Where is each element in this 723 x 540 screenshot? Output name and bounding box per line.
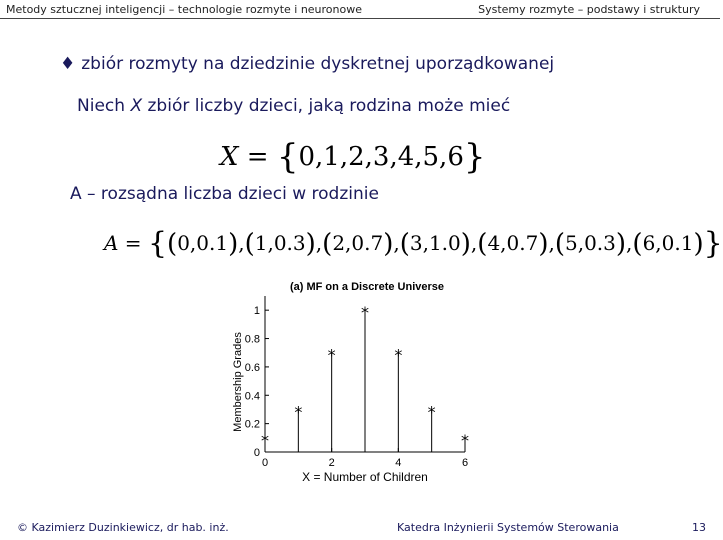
pair-text: 2,0.7 bbox=[332, 231, 384, 255]
pair-open-paren: ( bbox=[477, 229, 488, 259]
x-tick-label: 2 bbox=[328, 457, 335, 469]
footer-author: © Kazimierz Duzinkiewicz, dr hab. inż. bbox=[17, 521, 229, 534]
pair-text: 1,0.3 bbox=[254, 231, 306, 255]
pair-text: 3,1.0 bbox=[409, 231, 461, 255]
stem-marker: * bbox=[261, 430, 269, 450]
pair-separator: , bbox=[626, 231, 633, 255]
pair-separator: , bbox=[470, 231, 478, 255]
formula-x-close-brace: } bbox=[463, 137, 486, 177]
bullet-text: zbiór rozmyty na dziedzinie dyskretnej uporządkowanej bbox=[81, 54, 555, 74]
formula-a-open-brace: { bbox=[147, 226, 168, 261]
formula-a-lhs: A bbox=[104, 231, 119, 255]
y-tick-label: 0.6 bbox=[244, 361, 260, 374]
y-tick-label: 0.4 bbox=[244, 390, 260, 403]
stem-marker: * bbox=[427, 402, 436, 422]
formula-a-eq: = bbox=[118, 231, 148, 255]
pair-open-paren: ( bbox=[167, 229, 178, 259]
pair-close-paren: ) bbox=[383, 229, 394, 259]
formula-x-lhs: X bbox=[220, 142, 239, 172]
pair-separator: , bbox=[238, 231, 245, 255]
footer-department: Katedra Inżynierii Systemów Sterowania bbox=[397, 521, 619, 534]
header-left-title: Metody sztucznej inteligencji – technologie rozmyte i neuronowe bbox=[6, 3, 363, 16]
definition-text: zbiór liczby dzieci, jaką rodzina może mieć bbox=[147, 96, 511, 116]
x-tick-label: 4 bbox=[395, 457, 402, 469]
y-axis-label: Membership Grades bbox=[232, 332, 244, 432]
pair-open-paren: ( bbox=[554, 229, 565, 259]
pair-close-paren: ) bbox=[615, 229, 627, 259]
formula-x-body: 0,1,2,3,4,5,6 bbox=[298, 142, 464, 172]
pair-text: 5,0.3 bbox=[565, 231, 616, 255]
fuzzy-set-description: A – rozsądna liczba dzieci w rodzinie bbox=[70, 184, 379, 204]
stem-marker: * bbox=[461, 430, 469, 450]
footer-page-number: 13 bbox=[692, 521, 706, 534]
y-tick-label: 1 bbox=[253, 305, 260, 318]
pair-text: 6,0.1 bbox=[642, 231, 694, 255]
pair-close-paren: ) bbox=[538, 229, 549, 259]
stem-marker: * bbox=[394, 345, 403, 365]
formula-x-eq: = bbox=[238, 142, 277, 172]
header-right-title: Systemy rozmyte – podstawy i struktury bbox=[478, 3, 700, 16]
pair-text: 0,0.1 bbox=[177, 231, 229, 255]
pair-close-paren: ) bbox=[228, 229, 239, 259]
pair-close-paren: ) bbox=[305, 229, 316, 259]
pair-close-paren: ) bbox=[693, 229, 704, 259]
pair-text: 4,0.7 bbox=[487, 231, 539, 255]
pair-close-paren: ) bbox=[460, 229, 471, 259]
formula-x-open-brace: { bbox=[276, 137, 299, 177]
pair-separator: , bbox=[393, 231, 400, 255]
y-tick-label: 0.8 bbox=[244, 333, 260, 346]
definition-prefix: Niech bbox=[77, 96, 126, 116]
pair-separator: , bbox=[315, 231, 323, 255]
x-tick-label: 6 bbox=[461, 457, 469, 469]
pair-separator: , bbox=[548, 231, 555, 255]
chart-title: (a) MF on a Discrete Universe bbox=[289, 281, 445, 293]
stem-marker: * bbox=[294, 402, 303, 422]
formula-a-close-brace: } bbox=[703, 226, 723, 261]
x-tick-label: 0 bbox=[261, 457, 269, 469]
pair-open-paren: ( bbox=[632, 229, 643, 259]
y-tick-label: 0 bbox=[253, 447, 260, 459]
definition-variable: X bbox=[130, 96, 143, 116]
y-tick-label: 0.2 bbox=[244, 418, 260, 431]
stem-marker: * bbox=[327, 345, 336, 365]
pair-open-paren: ( bbox=[399, 229, 410, 259]
x-axis-label: X = Number of Children bbox=[302, 470, 428, 484]
diamond-bullet-icon: ♦ bbox=[60, 54, 76, 74]
pair-open-paren: ( bbox=[244, 229, 255, 259]
pair-open-paren: ( bbox=[322, 229, 333, 259]
stem-marker: * bbox=[361, 303, 369, 323]
